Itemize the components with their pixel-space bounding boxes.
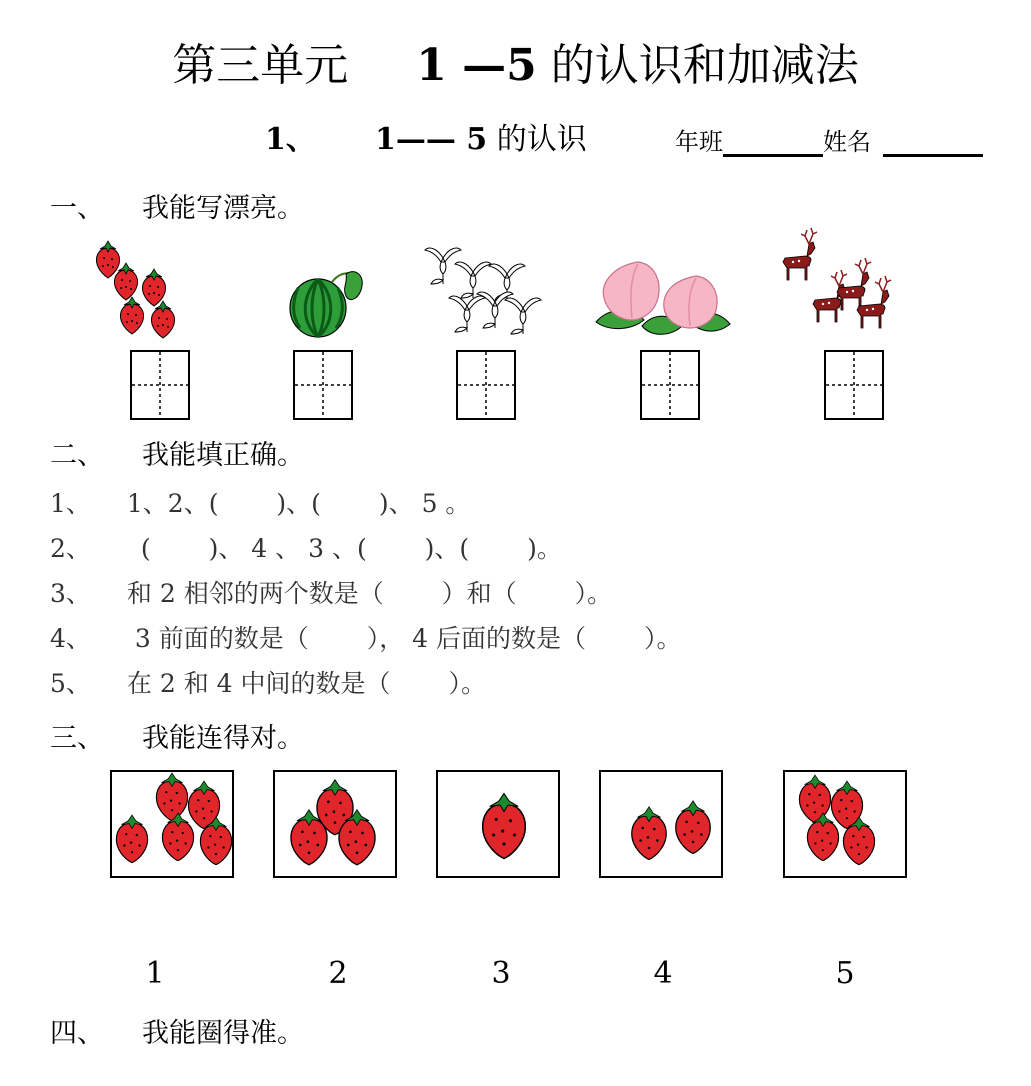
writing-grid[interactable]: [456, 350, 516, 420]
question-number: 1、: [50, 489, 91, 518]
match-number[interactable]: 1: [145, 956, 165, 991]
match-number[interactable]: 5: [835, 956, 855, 991]
section-title: 我能连得对。: [142, 723, 304, 754]
flowers-icon: [443, 258, 543, 340]
lesson-range: 1—— 5: [374, 122, 488, 157]
question-text: 在 2 和 4 中间的数是（ ）。: [126, 669, 486, 698]
section-title: 我能填正确。: [142, 440, 304, 471]
strawberry-box-1[interactable]: [436, 770, 560, 878]
question-3: [50, 578, 612, 610]
question-text: 1、2、( )、( )、 5 。: [126, 489, 471, 518]
strawberries-icon: [108, 258, 183, 340]
watermelon-icon: [288, 266, 366, 340]
section-index: 三、: [50, 723, 104, 754]
name-blank[interactable]: [883, 126, 983, 157]
section-index: 一、: [50, 193, 104, 224]
strawberry-box-5[interactable]: [110, 770, 234, 878]
student-info: [675, 126, 983, 157]
match-number[interactable]: 3: [491, 956, 511, 991]
question-number: 3、: [50, 579, 91, 608]
section-2-heading: [50, 439, 304, 473]
section-3-heading: [50, 722, 304, 756]
class-blank[interactable]: [723, 126, 823, 157]
strawberries-icon: [275, 772, 395, 876]
writing-grid[interactable]: [293, 350, 353, 420]
question-number: 2、: [50, 534, 91, 563]
lesson-index: 1、: [265, 122, 316, 157]
question-number: 5、: [50, 669, 91, 698]
strawberries-icon: [601, 772, 721, 876]
match-number[interactable]: 2: [328, 956, 348, 991]
strawberry-box-2[interactable]: [599, 770, 723, 878]
deer-icon: [795, 262, 887, 340]
strawberries-icon: [785, 772, 905, 876]
lesson-suffix: 的认识: [496, 122, 587, 157]
writing-grid[interactable]: [824, 350, 884, 420]
section-index: 四、: [50, 1018, 104, 1049]
name-label: 姓名: [823, 128, 871, 156]
writing-grid[interactable]: [640, 350, 700, 420]
question-4: [50, 623, 681, 655]
section-title: 我能写漂亮。: [142, 193, 304, 224]
section-title: 我能圈得准。: [142, 1018, 304, 1049]
section-4-heading: [50, 1017, 304, 1051]
question-2: [50, 533, 562, 565]
lesson-title: [265, 122, 587, 158]
strawberries-icon: [112, 772, 232, 876]
title-suffix: 的认识和加减法: [550, 40, 859, 91]
section-index: 二、: [50, 440, 104, 471]
question-text: 3 前面的数是（ ）， 4 后面的数是（ ）。: [134, 624, 682, 653]
strawberry-icon: [438, 772, 558, 876]
question-text: ( )、 4 、 3 、( )、( )。: [140, 534, 562, 563]
writing-grid[interactable]: [130, 350, 190, 420]
question-number: 4、: [50, 624, 91, 653]
section-1-heading: [50, 192, 304, 226]
title-range: 1 —5: [416, 40, 537, 91]
question-5: [50, 668, 486, 700]
page-title: [0, 38, 1031, 94]
title-prefix: 第三单元: [172, 40, 349, 91]
match-number[interactable]: 4: [653, 956, 673, 991]
strawberry-box-3[interactable]: [273, 770, 397, 878]
strawberry-box-4[interactable]: [783, 770, 907, 878]
class-label: 年班: [675, 128, 723, 156]
peaches-icon: [592, 258, 734, 340]
question-text: 和 2 相邻的两个数是（ ）和（ ）。: [126, 579, 613, 608]
question-1: [50, 488, 470, 520]
